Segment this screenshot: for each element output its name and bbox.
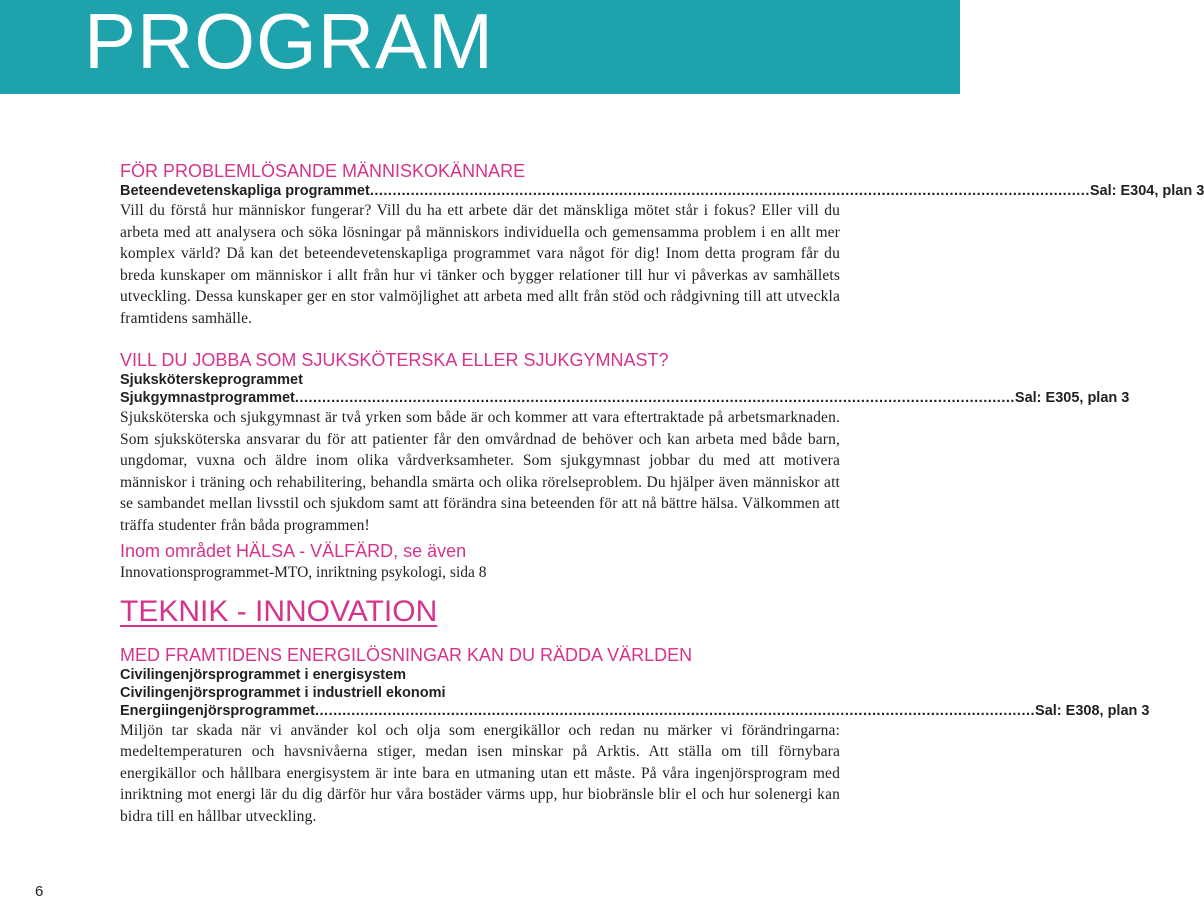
program-name: Beteendevetenskapliga programmet — [120, 183, 370, 199]
program-name-energy-systems: Civilingenjörsprogrammet i energisystem — [120, 666, 407, 683]
section-heading-behavioral: FÖR PROBLEMLÖSANDE MÄNNISKOKÄNNARE — [120, 161, 526, 181]
section-body-behavioral: Vill du förstå hur människor fungerar? Vill du ha ett arbete där det mänskliga mötet står i fokus? Eller vill du arbeta med att analysera och söka lösningar på människors individuella och gemensamma problem i en allt mer komplex värld? Då kan det beteendevetenskapliga programmet vara något för dig! Inom detta program får du breda kunskaper om människor i allt från hur vi tänker och bygger relationer till hur vi påverkas av samhällets utveckling. Dessa kunskaper ger en stor valmöjlighet att arbeta med allt från stöd och rådgivning till att utveckla framtidens samhälle. — [120, 202, 840, 327]
program-row-physio — [120, 389, 1130, 407]
room-label: Sal: E308, plan 3 — [1035, 702, 1150, 719]
program-name: Sjukgymnastprogrammet — [120, 390, 295, 406]
program-row-energy-engineering — [120, 702, 1150, 720]
leader-dots: ............................................................................................................................................................... — [314, 702, 1036, 719]
program-row-behavioral — [120, 182, 1204, 200]
section-body-nursing: Sjuksköterska och sjukgymnast är två yrken som både är och kommer att vara eftertraktade på arbetsmarknaden. Som sjuksköterska ansvarar du för att patienter får den omvårdnad de behöver och kan arbeta med både barn, ungdomar, vuxna och äldre inom olika vårdverksamheter. Som sjukgymnast jobbar du med att motivera människor i träning och rehabilitering, behandla smärta och olika rörelseproblem. Du hjälper även människor att se sambandet mellan livsstil och sjukdom samt att förändra sina beteenden för att nå bättre hälsa. Välkommen att träffa studenter från båda programmen! — [120, 409, 840, 534]
header-banner — [0, 0, 960, 94]
main-content — [120, 160, 1204, 827]
program-name: Energiingenjörsprogrammet — [120, 702, 315, 719]
page-title: PROGRAM — [84, 0, 495, 85]
program-name-nursing: Sjuksköterskeprogrammet — [120, 372, 303, 388]
page-number: 6 — [35, 883, 44, 900]
section-heading-energy: MED FRAMTIDENS ENERGILÖSNINGAR KAN DU RÄDDA VÄRLDEN — [120, 644, 693, 665]
leader-dots: ............................................................................................................................................................... — [369, 183, 1090, 199]
room-label: Sal: E304, plan 3 — [1089, 183, 1204, 199]
see-also-heading: Inom området HÄLSA - VÄLFÄRD, se även — [120, 541, 467, 561]
leader-dots: ............................................................................................................................................................... — [294, 390, 1015, 406]
program-name-industrial-economics: Civilingenjörsprogrammet i industriell ekonomi — [120, 684, 446, 701]
room-label: Sal: E305, plan 3 — [1014, 390, 1130, 406]
section-body-energy: Miljön tar skada när vi använder kol och olja som energikällor och redan nu märker vi förändringarna: medeltemperaturen och havsnivåerna stiger, medan isen minskar på Arktis. Att ställa om till förnybara energikällor och hållbara energisystem är inte bara en utmaning utan ett måste. På våra ingenjörsprogram med inriktning mot energi lär du dig därför hur våra bostäder värms upp, hur biobränsle blir el och hur solenergi kan bidra till en hållbar utveckling. — [120, 721, 840, 825]
section-title-tech: TEKNIK - INNOVATION — [120, 594, 438, 628]
section-heading-nursing: VILL DU JOBBA SOM SJUKSKÖTERSKA ELLER SJUKGYMNAST? — [120, 350, 669, 370]
see-also-text: Innovationsprogrammet-MTO, inriktning psykologi, sida 8 — [120, 564, 487, 581]
